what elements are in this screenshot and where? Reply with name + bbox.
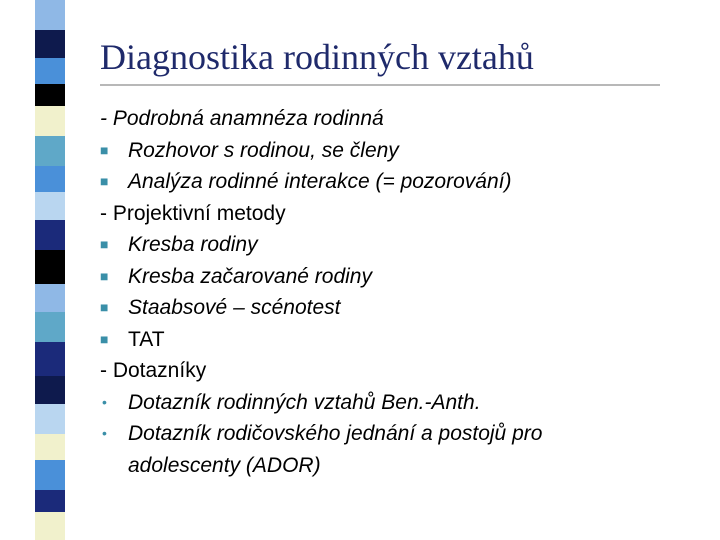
list-text: Dotazník rodičovského jednání a postojů pro adolescenty (ADOR) — [128, 422, 543, 477]
list-item — [100, 261, 700, 293]
list-text: Staabsové – scénotest — [128, 296, 341, 319]
square-bullet-icon: ■ — [100, 267, 109, 284]
stripe-block — [35, 220, 65, 250]
list-heading — [100, 355, 700, 387]
list-text: Rozhovor s rodinou, se členy — [128, 138, 399, 162]
dot-bullet-icon: • — [102, 425, 107, 441]
list-item — [100, 387, 700, 419]
list-text: Kresba rodiny — [128, 233, 258, 256]
list-item — [100, 135, 700, 167]
square-bullet-icon: ■ — [100, 173, 109, 189]
stripe-block — [35, 434, 65, 460]
slide-title: Diagnostika rodinných vztahů — [100, 37, 534, 77]
list-text: Kresba začarované rodiny — [128, 264, 372, 288]
stripe-block — [35, 460, 65, 490]
list-item — [100, 166, 700, 198]
square-bullet-icon: ■ — [100, 141, 109, 158]
stripe-block — [35, 192, 65, 220]
list-text: TAT — [128, 327, 165, 351]
list-text: - Podrobná anamnéza rodinná — [100, 107, 384, 130]
decorative-stripe — [35, 0, 65, 540]
stripe-block — [35, 376, 65, 404]
slide-content — [100, 103, 700, 481]
stripe-block — [35, 136, 65, 166]
stripe-block — [35, 30, 65, 58]
stripe-block — [35, 250, 65, 284]
list-heading — [100, 103, 700, 135]
list-item — [100, 229, 700, 261]
list-heading — [100, 198, 700, 230]
stripe-block — [35, 58, 65, 84]
list-item — [100, 324, 700, 356]
stripe-block — [35, 342, 65, 376]
stripe-block — [35, 106, 65, 136]
list-text: Analýza rodinné interakce (= pozorování) — [128, 170, 512, 193]
stripe-block — [35, 312, 65, 342]
stripe-block — [35, 490, 65, 512]
square-bullet-icon: ■ — [100, 236, 109, 252]
stripe-block — [35, 284, 65, 312]
list-item — [100, 292, 700, 324]
square-bullet-icon: ■ — [100, 330, 109, 347]
square-bullet-icon: ■ — [100, 299, 109, 315]
list-text: - Projektivní metody — [100, 201, 286, 225]
list-item — [100, 418, 700, 481]
stripe-block — [35, 0, 65, 30]
stripe-block — [35, 84, 65, 106]
stripe-block — [35, 512, 65, 540]
stripe-block — [35, 404, 65, 434]
title-underline — [100, 84, 660, 86]
dot-bullet-icon: • — [102, 393, 107, 410]
stripe-block — [35, 166, 65, 192]
list-text: - Dotazníky — [100, 359, 207, 382]
list-text: Dotazník rodinných vztahů Ben.-Anth. — [128, 390, 481, 414]
